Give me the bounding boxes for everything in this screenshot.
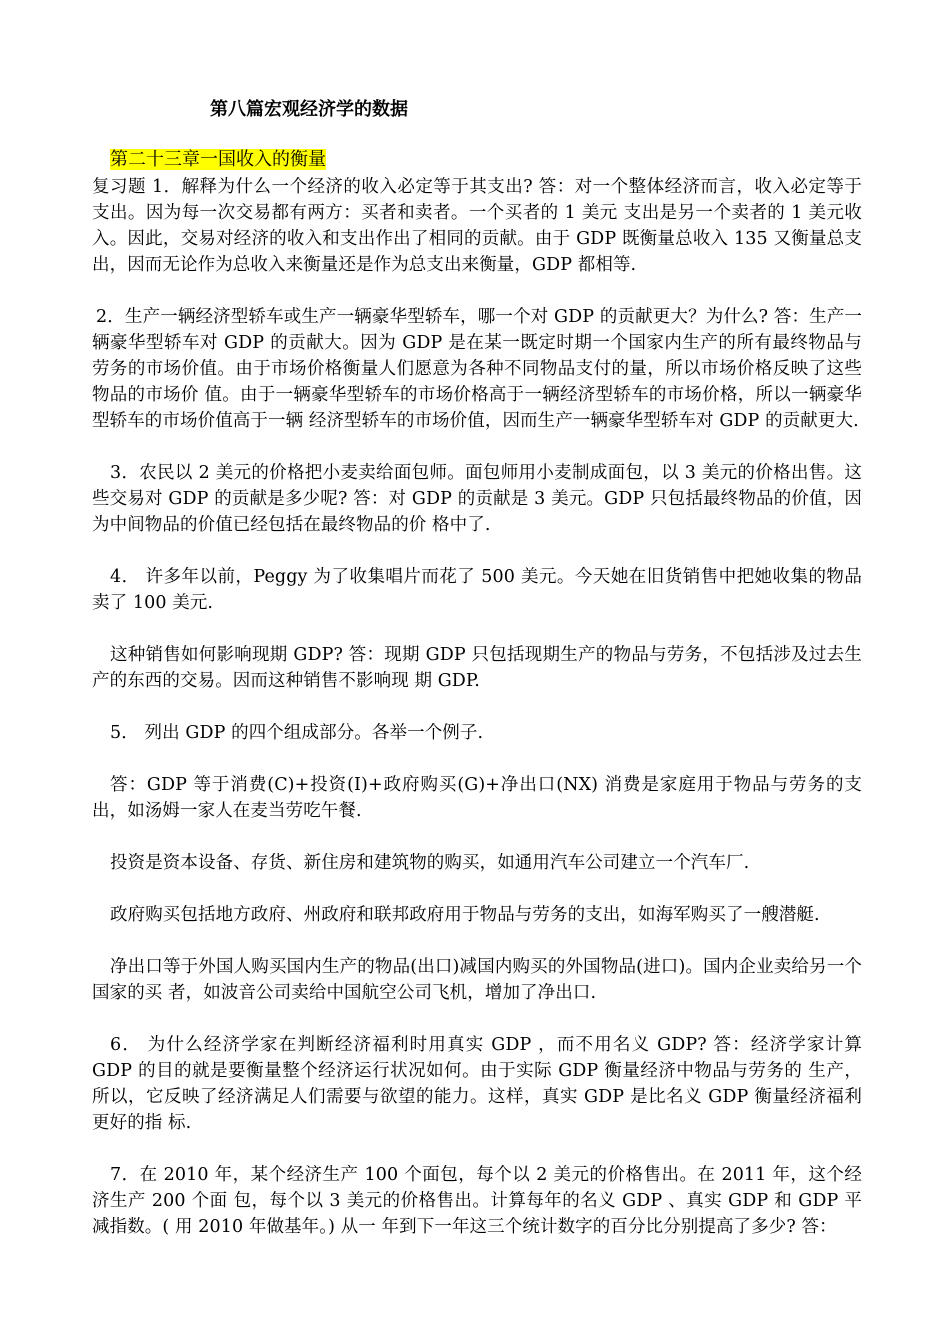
chapter-heading (110, 146, 862, 174)
paragraph-answer-5-investment: 投资是资本设备、存货、新住房和建筑物的购买，如通用汽车公司建立一个汽车厂. (110, 853, 750, 873)
chapter-heading-highlight: 第二十三章一国收入的衡量 (110, 149, 326, 170)
paragraph-answer-4: 这种销售如何影响现期 GDP? 答：现期 GDP 只包括现期生产的物品与劳务，不包括涉及过去生产的东西的交易。因而这种销售不影响现 期 GDP. (92, 645, 862, 691)
paragraph-question-5: 5． 列出 GDP 的四个组成部分。各举一个例子. (110, 723, 484, 743)
paragraph-question-2: 2．生产一辆经济型轿车或生产一辆豪华型轿车，哪一个对 GDP 的贡献更大？为什么? 答：生产一辆豪华型轿车对 GDP 的贡献大。因为 GDP 是在某一既定时期一个国家内生产的所有最终物品与 劳务的市场价值。由于市场价格衡量人们愿意为各种不同物品支付的量，所以市场价格反映了这些物品的市场价 值。由于一辆豪华型轿车的市场价格高于一辆经济型轿车的市场价格，所以一辆豪华型轿车的市场价值高于一辆 经济型轿车的市场价值，因而生产一辆豪华型轿车对 GDP 的贡献更大. (92, 307, 862, 431)
document-page (92, 96, 862, 1266)
paragraph-question-6: 6． 为什么经济学家在判断经济福利时用真实 GDP ，而不用名义 GDP? 答：经济学家计算 GDP 的目的就是要衡量整个经济运行状况如何。由于实际 GDP 衡量经济中物品与劳务的 生产，所以，它反映了经济满足人们需要与欲望的能力。这样，真实 GDP 是比名义 GDP 衡量经济福利更好的指 标. (92, 1035, 862, 1133)
paragraph-answer-5-consumption: 答：GDP 等于消费(C)+投资(I)+政府购买(G)+净出口(NX) 消费是家庭用于物品与劳务的支出，如汤姆一家人在麦当劳吃午餐. (92, 775, 862, 821)
paragraph-review-1: 复习题 1．解释为什么一个经济的收入必定等于其支出? 答：对一个整体经济而言，收入必定等于支出。因为每一次交易都有两方：买者和卖者。一个买者的 1 美元 支出是另一个卖者的 1 美元收入。因此，交易对经济的收入和支出作出了相同的贡献。由于 GDP 既衡量总收入 135 又衡量总支出，因而无论作为总收入来衡量还是作为总支出来衡量，GDP 都相等. (92, 177, 862, 275)
paragraph-answer-5-net-exports: 净出口等于外国人购买国内生产的物品(出口)减国内购买的外国物品(进口)。国内企业卖给另一个国家的买 者，如波音公司卖给中国航空公司飞机，增加了净出口. (92, 957, 862, 1003)
paragraph-question-7: 7．在 2010 年，某个经济生产 100 个面包，每个以 2 美元的价格售出。在 2011 年，这个经济生产 200 个面 包，每个以 3 美元的价格售出。计算每年的名义 GDP 、真实 GDP 和 GDP 平减指数。( 用 2010 年做基年。) 从一 年到下一年这三个统计数字的百分比分别提高了多少? 答： (92, 1165, 862, 1237)
paragraph-question-3: 3．农民以 2 美元的价格把小麦卖给面包师。面包师用小麦制成面包，以 3 美元的价格出售。这些交易对 GDP 的贡献是多少呢? 答：对 GDP 的贡献是 3 美元。GDP 只包括最终物品的价值，因为中间物品的价值已经包括在最终物品的价 格中了. (92, 463, 862, 535)
paragraph-answer-5-government: 政府购买包括地方政府、州政府和联邦政府用于物品与劳务的支出，如海军购买了一艘潜艇. (110, 905, 820, 925)
paragraph-question-4: 4． 许多年以前，Peggy 为了收集唱片而花了 500 美元。今天她在旧货销售中把她收集的物品卖了 100 美元. (92, 567, 862, 613)
document-title: 第八篇宏观经济学的数据 (210, 99, 408, 120)
